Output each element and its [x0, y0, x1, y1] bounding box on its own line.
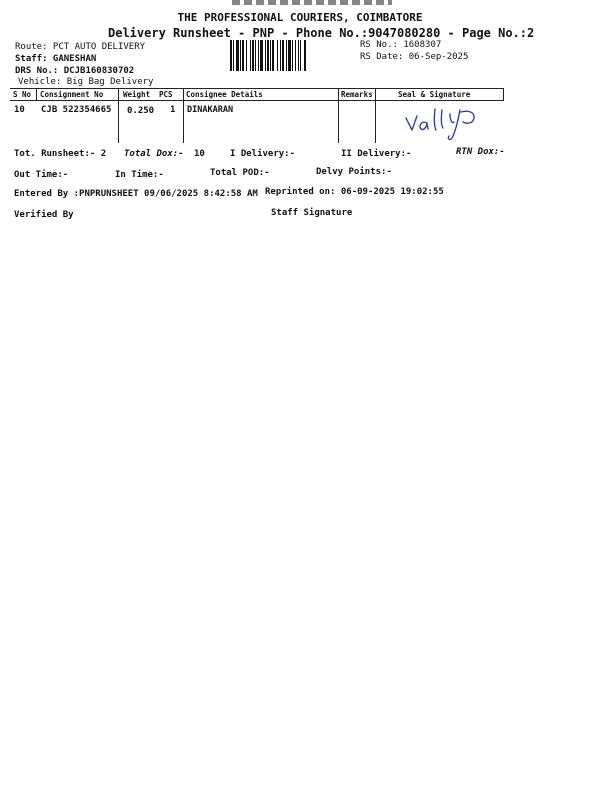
entered-by: Entered By :PNPRUNSHEET 09/06/2025 8:42:58 AM [14, 189, 258, 199]
header-remarks: Remarks [341, 90, 373, 99]
staff-signature-label: Staff Signature [271, 208, 353, 218]
row-consignment: CJB 522354665 [41, 105, 112, 115]
table-header-divider [10, 100, 504, 101]
header-seal-signature: Seal & Signature [398, 90, 471, 99]
total-pod: Total POD:- [210, 168, 270, 178]
ii-delivery: II Delivery:- [341, 149, 412, 159]
row-pcs: 1 [170, 105, 176, 115]
verified-by: Verified By [14, 210, 74, 220]
total-dox-label: Total Dox:- [124, 149, 184, 159]
staff-label: Staff: GANESHAN [15, 54, 97, 64]
header-consignee: Consignee Details [186, 90, 263, 99]
out-time: Out Time:- [14, 170, 69, 180]
rtn-dox: RTN Dox:- [456, 147, 505, 157]
top-edge-mark [232, 0, 392, 5]
rs-date: RS Date: 06-Sep-2025 [360, 52, 469, 62]
in-time: In Time:- [115, 170, 164, 180]
reprinted-on: Reprinted on: 06-09-2025 19:02:55 [265, 187, 444, 197]
route-label: Route: PCT AUTO DELIVERY [15, 42, 146, 52]
tot-runsheet: Tot. Runsheet:- 2 [14, 149, 107, 159]
handwritten-signature-icon [400, 106, 490, 142]
barcode-icon [230, 40, 356, 71]
table-top-border [10, 88, 504, 89]
rs-number: RS No.: 1608307 [360, 40, 442, 50]
header-weight: Weight [123, 90, 151, 99]
col-divider [338, 88, 339, 143]
col-divider [183, 88, 184, 143]
delvy-points: Delvy Points:- [316, 167, 392, 177]
row-consignee: DINAKARAN [187, 105, 234, 115]
col-divider [375, 88, 376, 143]
vehicle-label: Vehicle: Big Bag Delivery [18, 77, 154, 87]
row-weight: 0.250 [127, 106, 155, 116]
runsheet-title: Delivery Runsheet - PNP - Phone No.:9047080280 - Page No.:2 [108, 26, 535, 40]
company-name: THE PROFESSIONAL COURIERS, COIMBATORE [177, 11, 423, 24]
header-sno: S No [13, 90, 32, 99]
col-divider [118, 88, 119, 143]
total-dox-value: 10 [194, 149, 205, 159]
row-sno: 10 [14, 105, 25, 115]
header-pcs: PCS [159, 90, 173, 99]
drs-number: DRS No.: DCJB160830702 [15, 66, 135, 76]
col-divider [36, 88, 37, 100]
i-delivery: I Delivery:- [230, 149, 296, 159]
header-consignment: Consignment No [40, 90, 104, 99]
col-divider [503, 88, 504, 100]
